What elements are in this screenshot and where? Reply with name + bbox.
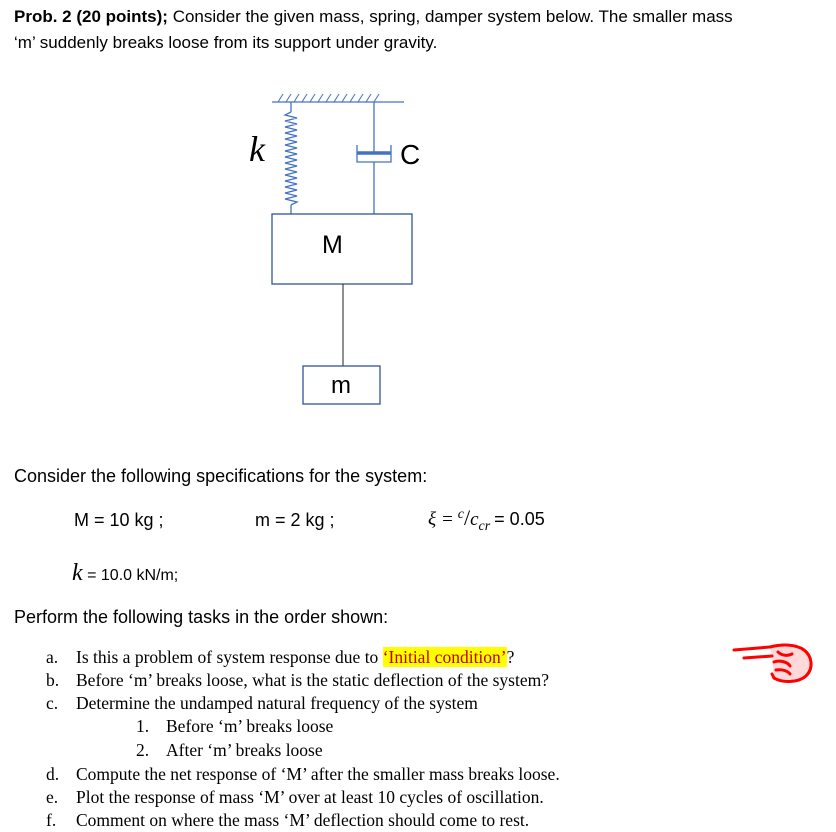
big-mass-label: M [322, 231, 343, 259]
task-d-text: Compute the net response of ‘M’ after the smaller mass breaks loose. [76, 764, 560, 784]
problem-statement-line2: ‘m’ suddenly breaks loose from its support under gravity. [14, 33, 438, 52]
task-c2 [136, 740, 323, 761]
k-value: = 10.0 kN/m; [82, 567, 179, 584]
zeta-numerator: c [457, 507, 464, 522]
task-f-label: f. [46, 810, 57, 830]
task-d-label: d. [46, 764, 60, 784]
damper-label: C [400, 139, 421, 170]
problem-title: Prob. 2 (20 points); [14, 7, 168, 26]
task-c-text: Determine the undamped natural frequency of the system [76, 693, 478, 713]
damper [357, 102, 391, 214]
spec-stiffness [72, 560, 178, 587]
zeta-value: = 0.05 [494, 509, 545, 529]
zeta-slash: / [463, 505, 471, 530]
task-c1 [136, 716, 333, 737]
k-symbol: k [72, 560, 83, 586]
task-b-text: Before ‘m’ breaks loose, what is the static deflection of the system? [76, 670, 549, 690]
zeta-denominator: c [470, 509, 479, 530]
task-a-text: Is this a problem of system response due to [76, 647, 383, 667]
task-a-end: ? [506, 647, 515, 667]
ceiling-support [272, 94, 404, 102]
pointing-hand-icon [730, 640, 816, 686]
problem-statement-line1: Consider the given mass, spring, damper system below. The smaller mass [167, 7, 733, 26]
task-e [46, 787, 544, 808]
zeta-denominator-sub: cr [478, 519, 491, 534]
task-a-label: a. [46, 647, 59, 667]
task-b-label: b. [46, 670, 60, 690]
small-mass-label: m [331, 372, 351, 399]
task-a-highlight: ‘Initial condition’ [382, 647, 507, 667]
task-e-text: Plot the response of mass ‘M’ over at least 10 cycles of oscillation. [76, 787, 544, 807]
task-c-label: c. [46, 693, 59, 713]
zeta-symbol: ξ = [428, 509, 454, 530]
task-c1-text: Before ‘m’ breaks loose [166, 716, 334, 736]
task-c1-label: 1. [136, 716, 150, 736]
task-c [46, 693, 478, 714]
task-c2-text: After ‘m’ breaks loose [166, 740, 323, 760]
task-c2-label: 2. [136, 740, 150, 760]
task-e-label: e. [46, 787, 59, 807]
task-f [46, 810, 529, 831]
task-b [46, 670, 549, 691]
spring [285, 102, 297, 214]
spec-damping-ratio [428, 505, 545, 537]
tasks-intro: Perform the following tasks in the order shown: [14, 607, 389, 627]
task-d [46, 764, 560, 785]
spec-small-mass: m = 2 kg ; [255, 510, 335, 530]
spring-label: k [249, 129, 265, 169]
task-a [46, 647, 514, 668]
spec-big-mass: M = 10 kg ; [74, 510, 164, 530]
specs-intro: Consider the following specifications for the system: [14, 466, 428, 486]
task-f-text: Comment on where the mass ‘M’ deflection should come to rest. [76, 810, 530, 830]
